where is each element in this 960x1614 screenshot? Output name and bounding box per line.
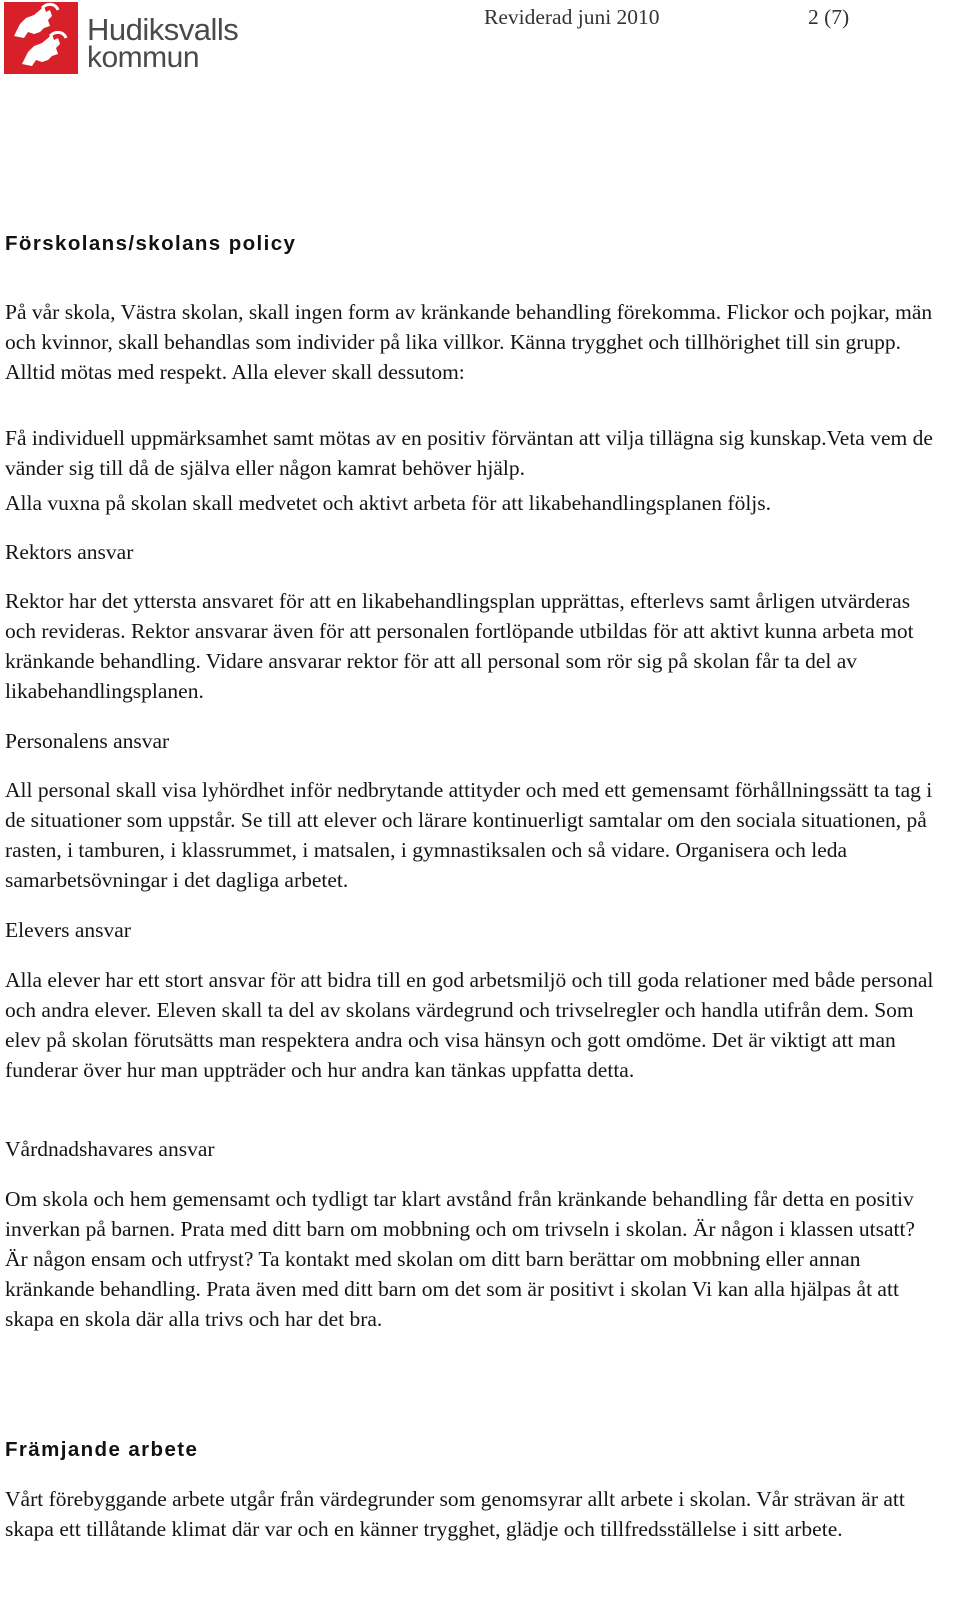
logo-text-line1: Hudiksvalls bbox=[87, 12, 239, 47]
section-title-framjande: Främjande arbete bbox=[5, 1438, 199, 1461]
elever-paragraph: Alla elever har ett stort ansvar för att bidra till en god arbetsmiljö och till goda relationer med både personal och andra elever. Eleven skall ta del av skolans värdegrund och trivselregler och handla utifrån dem. Som elev på skolan förutsätts man respektera andra och visa hänsyn och gott omdöme. Det är viktigt att man funderar över hur man uppträder och hur andra kan tänkas uppfatta detta. bbox=[5, 968, 934, 1082]
policy-paragraph-2: Få individuell uppmärksamhet samt mötas av en positiv förväntan att vilja tillägna sig kunskap.Veta vem de vänder sig till då de själva eller någon kamrat behöver hjälp. bbox=[5, 426, 933, 480]
revision-date: Reviderad juni 2010 bbox=[484, 5, 660, 29]
goat-logo-icon bbox=[4, 2, 78, 74]
vardnadshavare-paragraph: Om skola och hem gemensamt och tydligt tar klart avstånd från kränkande behandling får detta en positiv inverkan på barnen. Prata med ditt barn om mobbning och om trivseln i skolan. Är någon i klassen utsatt? Är någon ensam och utfryst? Ta kontakt med skolan om ditt barn berättar om mobbning eller annan kränkande behandling. Prata även med ditt barn om det som är positivt i skolan Vi kan alla hjälpas åt att skapa en skola där alla trivs och har det bra. bbox=[5, 1187, 915, 1331]
page-number: 2 (7) bbox=[808, 5, 850, 29]
heading-vardnadshavare: Vårdnadshavares ansvar bbox=[5, 1137, 215, 1161]
policy-paragraph-1: På vår skola, Västra skolan, skall ingen form av kränkande behandling förekomma. Flickor och pojkar, män och kvinnor, skall behandlas som individer på lika villkor. Känna trygghet och tillhörighet till sin grupp. Alltid mötas med respekt. Alla elever skall dessutom: bbox=[5, 300, 933, 384]
section-title-policy: Förskolans/skolans policy bbox=[5, 232, 297, 255]
framjande-paragraph: Vårt förebyggande arbete utgår från värdegrunder som genomsyrar allt arbete i skolan. Vår strävan är att skapa ett tillåtande klimat där var och en känner trygghet, glädje och tillfredsställelse i sitt arbete. bbox=[5, 1487, 905, 1541]
personal-paragraph: All personal skall visa lyhördhet inför nedbrytande attityder och med ett gemensamt förhållningssätt ta tag i de situationer som uppstår. Se till att elever och lärare kontinuerligt samtalar om den sociala situationen, på rasten, i tamburen, i klassrummet, i matsalen, i gymnastiksalen och så vidare. Organisera och leda samarbetsövningar i det dagliga arbetet. bbox=[5, 778, 933, 892]
heading-elever: Elevers ansvar bbox=[5, 918, 131, 942]
logo-text-line2: kommun bbox=[87, 41, 200, 74]
rektor-paragraph: Rektor har det yttersta ansvaret för att en likabehandlingsplan upprättas, efterlevs samt årligen utvärderas och revideras. Rektor ansvarar även för att personalen fortlöpande utbildas för att aktivt kunna arbeta mot kränkande behandling. Vidare ansvarar rektor för att all personal som rör sig på skolan får ta del av likabehandlingsplanen. bbox=[5, 589, 914, 703]
heading-rektor: Rektors ansvar bbox=[5, 540, 134, 564]
policy-paragraph-3: Alla vuxna på skolan skall medvetet och aktivt arbeta för att likabehandlingsplanen följs. bbox=[5, 491, 772, 515]
heading-personal: Personalens ansvar bbox=[5, 729, 170, 753]
municipality-logo bbox=[4, 0, 239, 76]
